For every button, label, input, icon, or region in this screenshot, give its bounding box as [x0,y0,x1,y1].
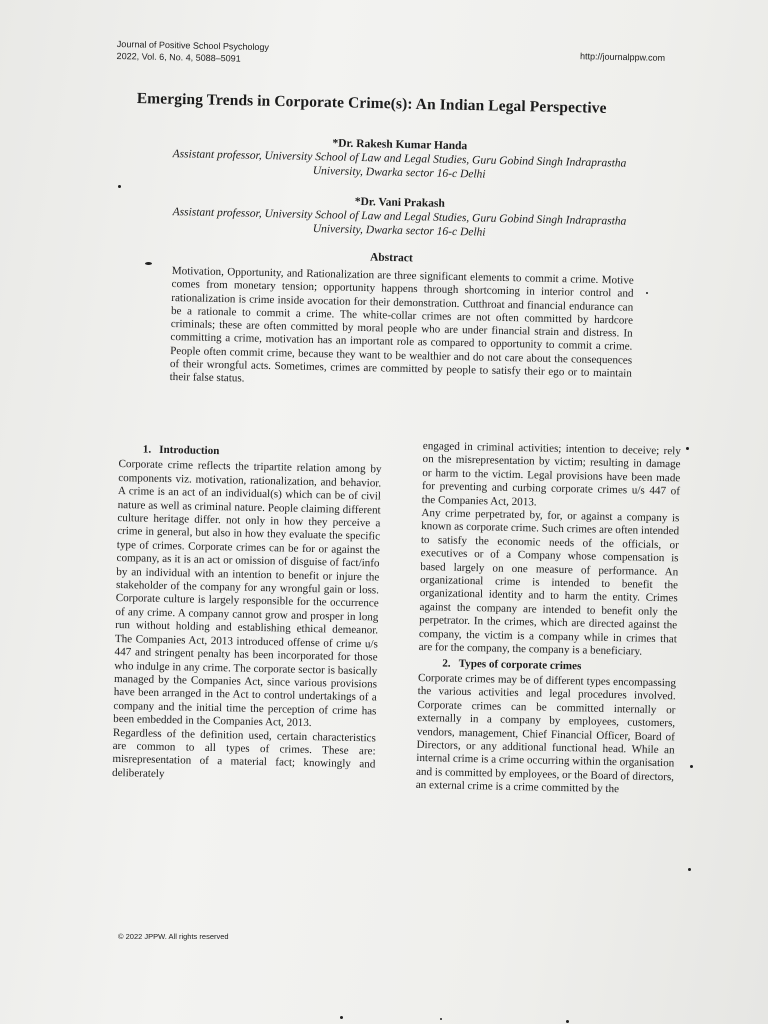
author-affiliation: University, Dwarka sector 16-c Delhi [312,223,486,239]
scan-speck [440,1018,442,1020]
author-affiliation: University, Dwarka sector 16-c Delhi [312,165,486,181]
scan-speck [690,765,693,768]
abstract-heading: Abstract [369,251,413,265]
author-1 [119,132,680,186]
section-title: Types of corporate crimes [458,657,582,672]
paragraph: engaged in criminal activities; intention to deceive; rely on the misrepresentation by victim; resulting in damage or harm to the victim. Legal provisions have been made for preventing and curbing corporate crimes u/s 447 of the Companies Act, 2013. [421,440,681,509]
scan-speck [688,868,691,871]
journal-url[interactable]: http://journalppw.com [579,51,666,63]
journal-header [116,38,269,65]
section-title: Introduction [159,443,220,458]
scan-speck [118,185,121,188]
paragraph: Corporate crimes may be of different types encompassing the various activities and legal procedures involved. Corporate crimes can be committed internally or externally in a company by employees, customers, vendors, management, Chief Financial Officer, Board of Directors, or any additional functional head. While an internal crime is a crime occurring within the organisation and is committed by employees, or the Board of directors, an external crime is a crime committed by the [415,671,677,796]
journal-name: Journal of Positive School Psychology [116,38,270,53]
author-name: *Dr. Vani Prakash [354,195,445,210]
author-affiliation: Assistant professor, University School of Law and Legal Studies, Guru Gobind Singh Indraprastha [172,206,627,228]
left-column [112,443,382,786]
abstract-text: Motivation, Opportunity, and Rationalization are three significant elements to commit a crime. Motive comes from monetary tension; opportunity happens through shortcoming in interior control and rationalization is crime inside avocation for their demonstration. Cutthroat and financial endurance can be a rationale to commit a crime. The white-collar crimes are not often committed by hardcore criminals; these are often committed by moral people who are under financial strain and distress. In committing a crime, motivation has an important role as compared to opportunity to commit a crime. People often commit crime, because they want to be wealthier and do not care about the consequences of their wrongful acts. Sometimes, crimes are committed by people to satisfy their ego or to maintain their false status. [169,265,634,385]
scan-speck [686,447,689,450]
copyright-footer: © 2022 JPPW. All rights reserved [118,932,229,941]
scan-speck [145,262,152,265]
paragraph: Regardless of the definition used, certain characteristics are common to all types of crimes. These are: misrepresentation of a material fact; knowingly and deliberately [111,726,377,780]
scan-speck [566,1020,569,1023]
right-column [416,440,681,798]
scan-speck [646,292,648,294]
section-number: 1. [142,443,152,456]
volume-line: 2022, Vol. 6, No. 4, 5088–5091 [116,50,241,64]
paragraph: Corporate crime reflects the tripartite relation among by components viz. motivation, rationalization, and behavior. A crime is an act of an individual(s) which can be of civil nature as well as criminal nature. People claiming different culture heritage differ. not only in how they perceive a crime in general, but also in how they evaluate the specific type of crimes. Corporate crimes can be for or against the company, as it is an act or omission of disguise of fact/info by an individual with an intention to benefit or injure the stakeholder of the company for any wrongful gain or loss. Corporate culture is largely responsible for the occurrence of any crime. A company cannot grow and prosper in long run without holding and establishing ethical demeanor. The Companies Act, 2013 introduced offense of crime u/s 447 and stringent penalty has been incorporated for those who indulge in any crime. The corporate sector is basically managed by the Companies Act, since various provisions have been arranged in the Act to control undertakings of a company and the initial time the perception of crime has been embedded in the Companies Act, 2013. [113,458,382,730]
author-name: *Dr. Rakesh Kumar Handa [332,137,468,153]
author-affiliation: Assistant professor, University School of Law and Legal Studies, Guru Gobind Singh Indraprastha [172,148,627,170]
paragraph: Any crime perpetrated by, for, or against a company is known as corporate crime. Such crimes are often intended to satisfy the economic needs of the officials, or executives or of a Company whose compensation is based largely on one measure of performance. An organizational crime is intended to benefit the organizational identity and to harm the entity. Crimes against the company are intended to benefit only the perpetrator. In the crimes, which are directed against the company, the victim is a company while in crimes that are for the company, the company is a beneficiary. [418,507,680,658]
author-2 [119,190,680,244]
paper-title: Emerging Trends in Corporate Crime(s): An Indian Legal Perspective [136,90,607,117]
section-number: 2. [442,656,451,670]
scan-speck [340,1016,343,1019]
